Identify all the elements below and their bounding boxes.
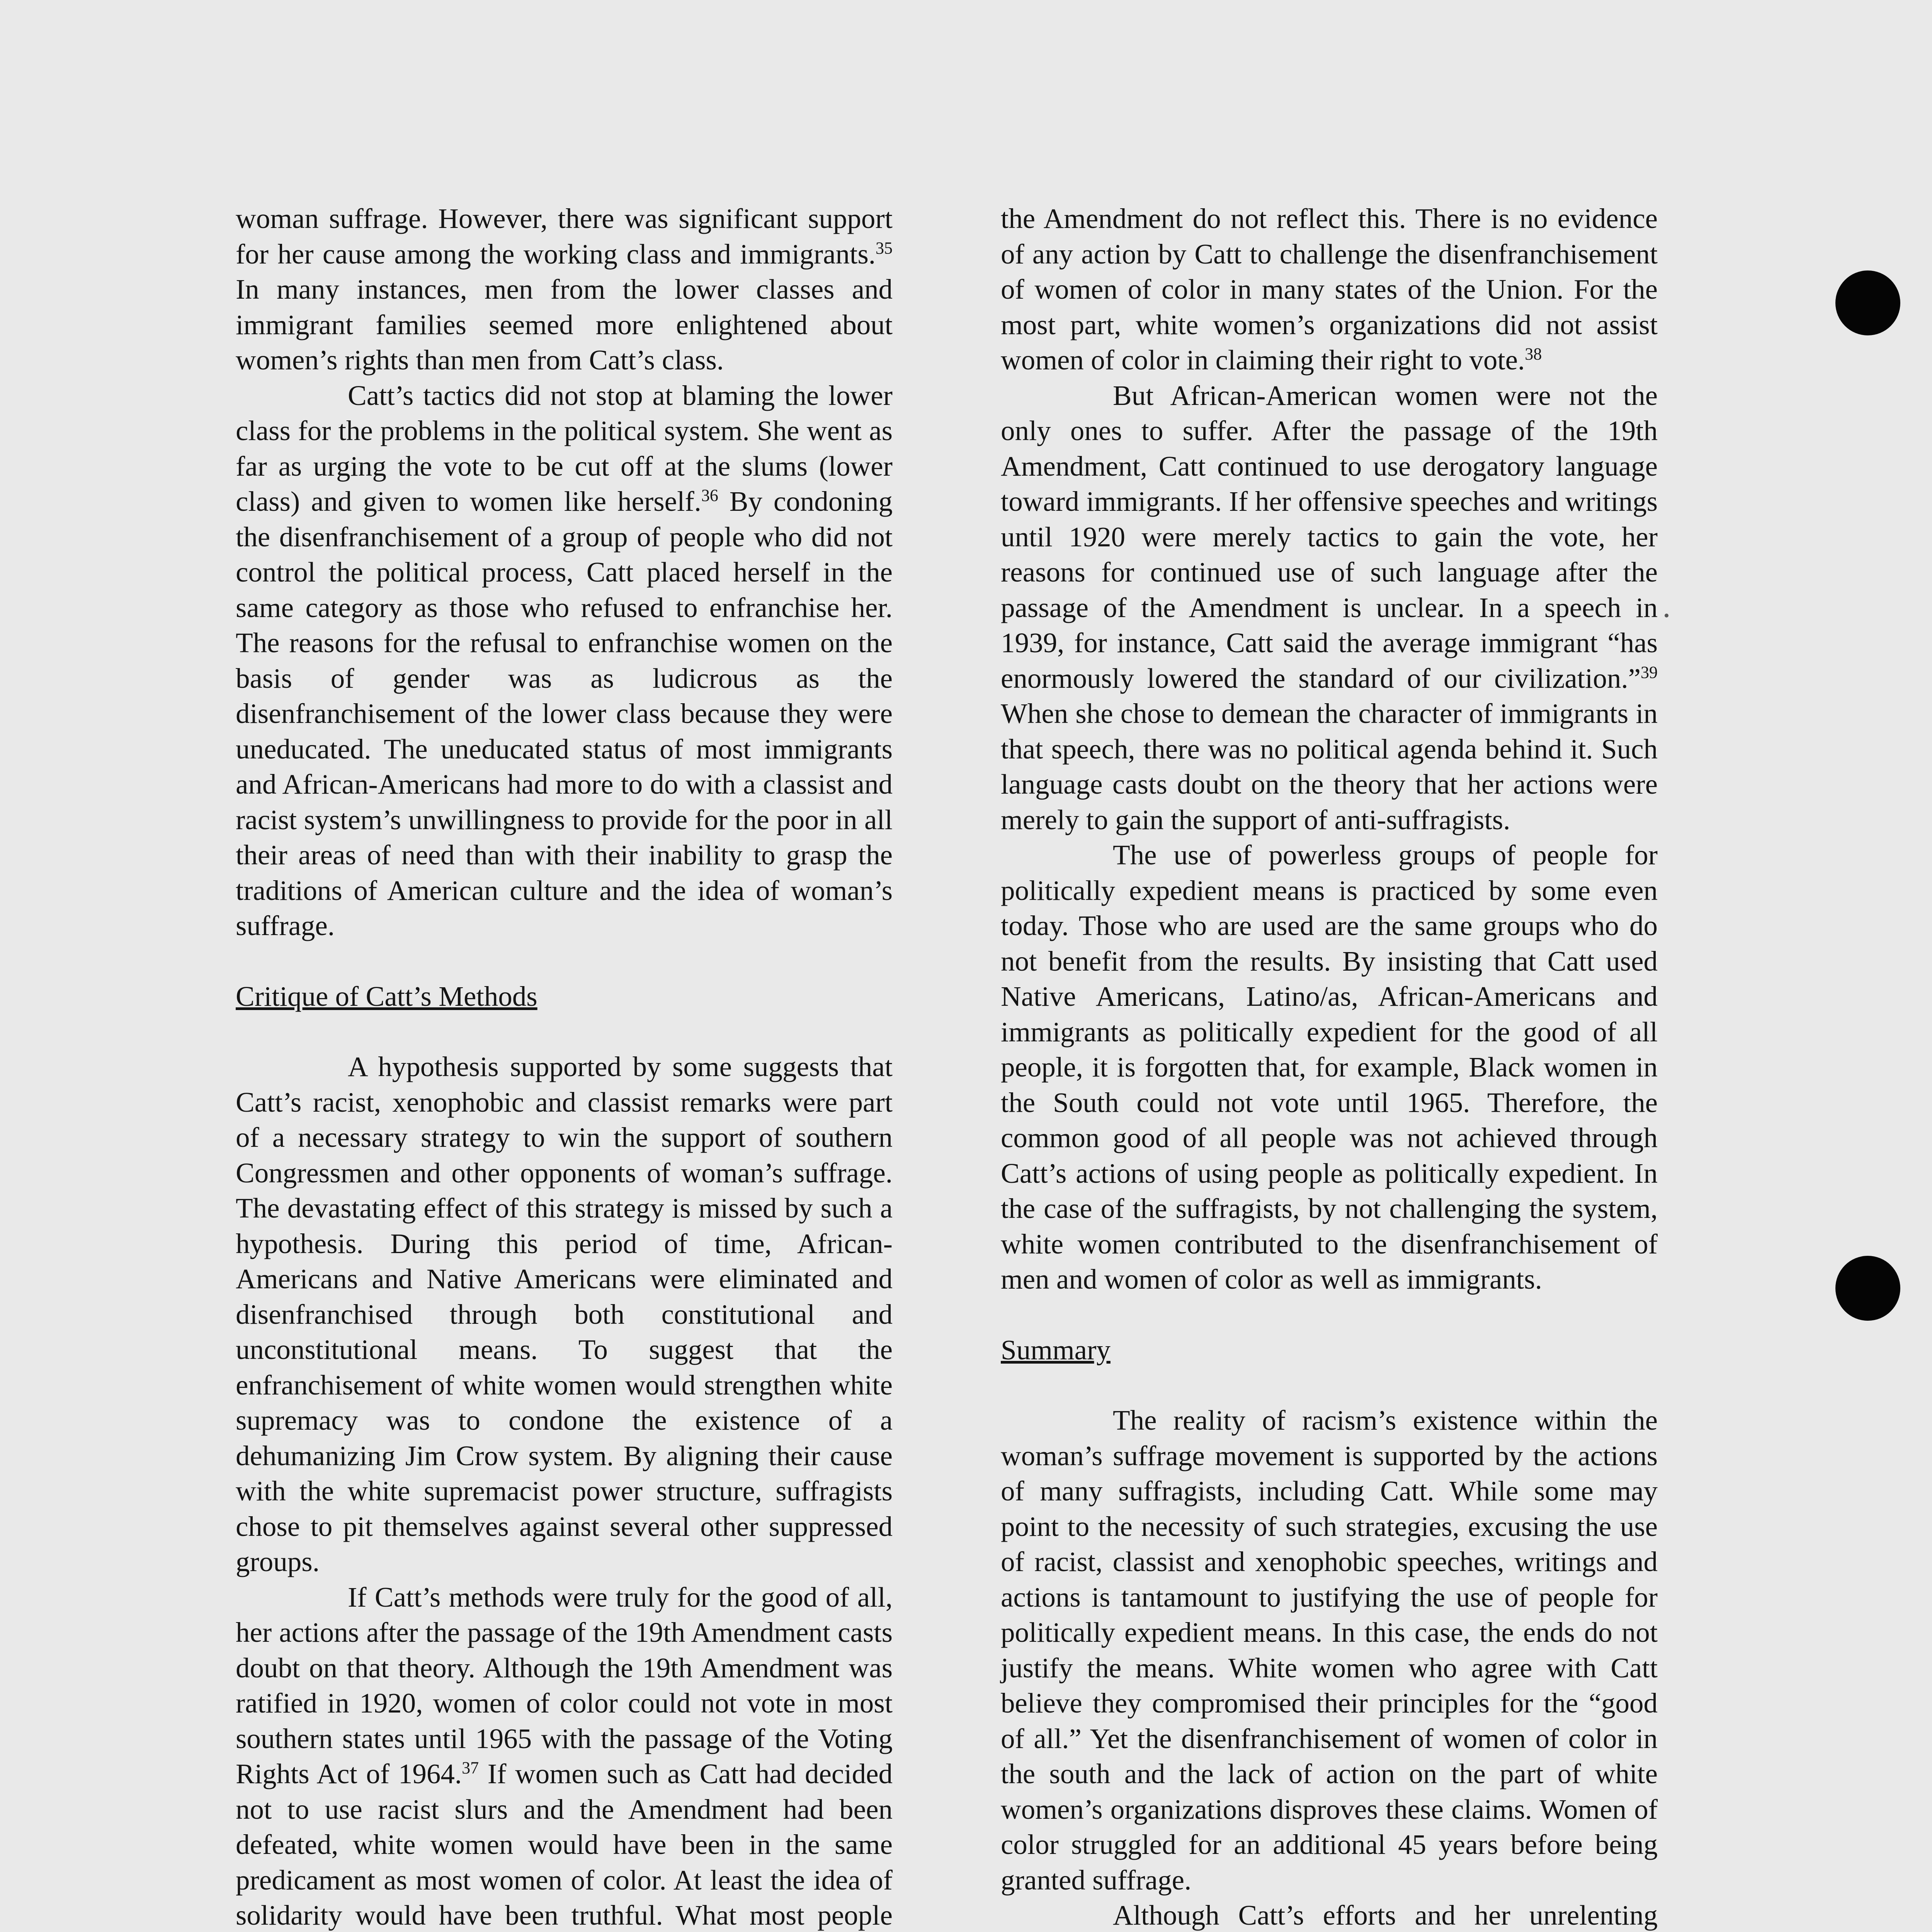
section-heading-critique: Critique of Catt’s Methods xyxy=(236,980,537,1012)
footnote-ref: 36 xyxy=(701,486,718,505)
binder-hole-icon xyxy=(1835,270,1900,335)
paragraph: the Amendment do not reflect this. There is no evidence of any action by Catt to challenge the disenfranchisement of women of color in many states of the Union. For the most part, white women’s organizations did not assist women of color in claiming their right to vote.$^{38}$ xyxy=(1001,203,1658,376)
paragraph: Although Catt’s efforts and her unrelenting xyxy=(1113,1900,1658,1931)
right-column xyxy=(1001,201,1658,1932)
binder-hole-icon xyxy=(1835,1256,1900,1321)
footnote-ref: 37 xyxy=(462,1758,479,1777)
footnote-ref: 35 xyxy=(876,238,893,258)
section-heading-summary: Summary xyxy=(1001,1334,1111,1366)
paragraph: A hypothesis supported by some suggests that Catt’s racist, xenophobic and classist remarks were part of a necessary strategy to win the support of southern Congressmen and other opponents of woman’s suffrage. The devastating effect of this strategy is missed by such a hypothesis. During this period of time, African-Americans and Native Americans were eliminated and disenfranchised through both constitutional and unconstitutional means. To suggest that the enfranchisement of white women would strengthen white supremacy was to condone the existence of a dehumanizing Jim Crow system. By aligning their cause with the white supremacist power structure, suffragists chose to pit themselves against several other suppressed groups. xyxy=(236,1051,893,1577)
scan-speck xyxy=(1665,614,1668,617)
paragraph: Catt’s tactics did not stop at blaming the lower class for the problems in the political system. She went as far as urging the vote to be cut off at the slums (lower class) and given to women like herself.$^{36}$ By condoning the disenfranchisement of a group of people who did not control the political process, Catt placed herself in the same category as those who refused to enfranchise her. The reasons for the refusal to enfranchise women on the basis of gender was as ludicrous as the disenfranchisement of the lower class because they were uneducated. The uneducated status of most immigrants and African-Americans had more to do with a classist and racist system’s unwillingness to provide for the poor in all their areas of need than with their inability to grasp the traditions of American culture and the idea of woman’s suffrage. xyxy=(236,379,893,941)
footnote-ref: 38 xyxy=(1525,344,1542,364)
paragraph: If Catt’s methods were truly for the good of all, her actions after the passage of the 19th Amendment casts doubt on that theory. Although the 19th Amendment was ratified in 1920, women of color could not vote in most southern states until 1965 with the passage of the Voting Rights Act of 1964.37 If women such as Catt had decided not to use racist slurs and the Amendment had been defeated, white women would have been in the same predicament as most women of color. At least the idea of solidarity would have been truthful. What most people xyxy=(236,1581,893,1931)
footnote-ref: 39 xyxy=(1641,663,1658,682)
paragraph: The reality of racism’s existence within the woman’s suffrage movement is supported by the actions of many suffragists, including Catt. While some may point to the necessity of such strategies, excusing the use of racist, classist and xenophobic speeches, writings and actions is tantamount to justifying the use of people for politically expedient means. In this case, the ends do not justify the means. White women who agree with Catt believe they compromised their principles for the “good of all.” Yet the disenfranchisement of women of color in the south and the lack of action on the part of white women’s organizations disproves these claims. Women of color struggled for an additional 45 years before being granted suffrage. xyxy=(1001,1405,1658,1896)
paragraph: The use of powerless groups of people for politically expedient means is practiced by some even today. Those who are used are the same groups who do not benefit from the results. By insisting that Catt used Native Americans, Latino/as, African-Americans and immigrants as politically expedient for the good of all people, it is forgotten that, for example, Black women in the South could not vote until 1965. Therefore, the common good of all people was not achieved through Catt’s actions of using people as politically expedient. In the case of the suffragists, by not challenging the system, white women contributed to the disenfranchisement of men and women of color as well as immigrants. xyxy=(1001,839,1658,1295)
left-column xyxy=(236,201,893,1932)
paragraph: woman suffrage. However, there was significant support for her cause among the working class and immigrants.$^{35}$ In many instances, men from the lower classes and immigrant families seemed more enlightened about women’s rights than men from Catt’s class. xyxy=(236,203,893,376)
paragraph: But African-American women were not the only ones to suffer. After the passage of the 19th Amendment, Catt continued to use derogatory language toward immigrants. If her offensive speeches and writings until 1920 were merely tactics to gain the vote, her reasons for continued use of such language after the passage of the Amendment is unclear. In a speech in 1939, for instance, Catt said the average immigrant “has enormously lowered the standard of our civilization.”$^{39}$ When she chose to demean the character of immigrants in that speech, there was no political agenda behind it. Such language casts doubt on the theory that her actions were merely to gain the support of anti-suffragists. xyxy=(1001,379,1658,835)
